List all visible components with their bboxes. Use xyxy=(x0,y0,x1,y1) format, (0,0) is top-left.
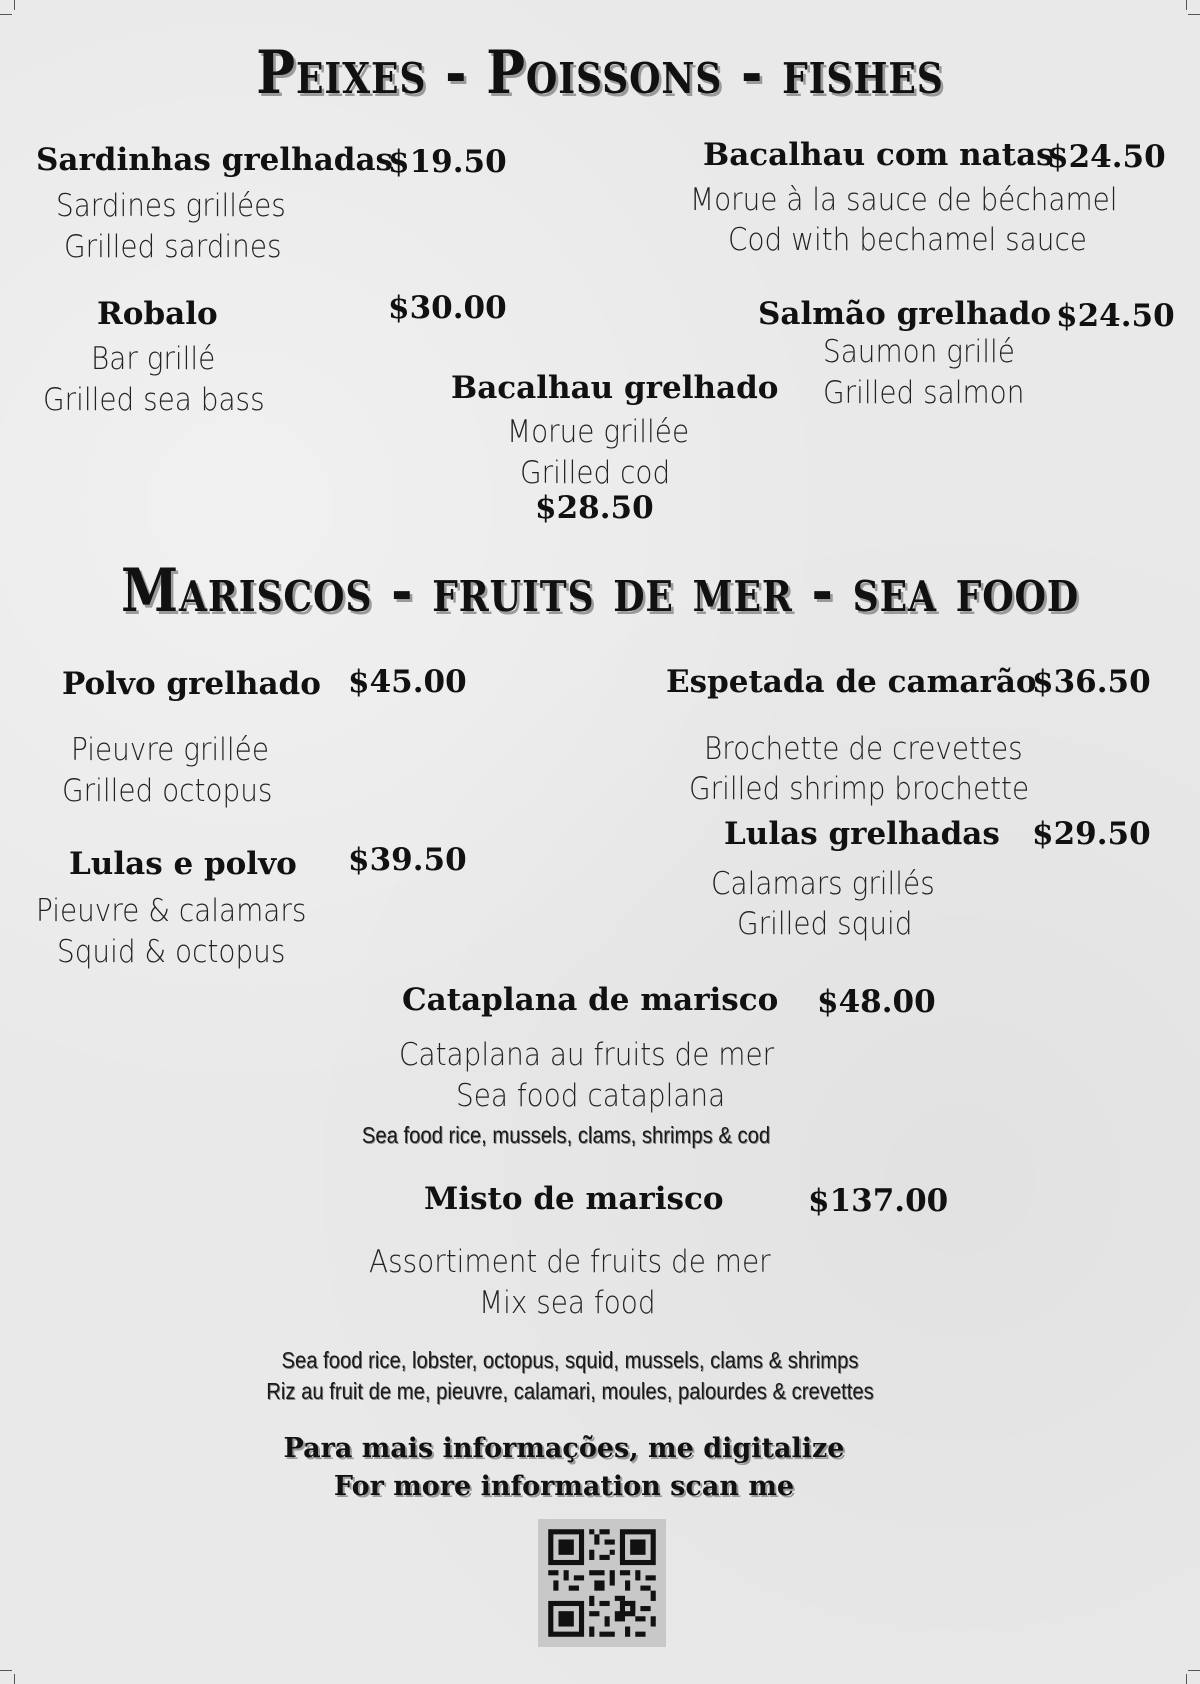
item-desc-en: Squid & octopus xyxy=(57,934,286,970)
item-name: Robalo xyxy=(97,296,218,332)
item-price: $28.50 xyxy=(535,490,654,526)
item-note: Riz au fruit de me, pieuvre, calamari, moules, palourdes & crevettes xyxy=(266,1378,874,1404)
item-name: Polvo grelhado xyxy=(62,666,321,702)
crop-mark xyxy=(1188,14,1200,15)
item-price: $19.50 xyxy=(388,144,507,180)
item-desc-fr: Pieuvre grillée xyxy=(71,732,270,768)
item-name: Salmão grelhado xyxy=(758,296,1052,332)
item-desc-en: Grilled squid xyxy=(737,906,913,942)
section-title-seafood: Mariscos - fruits de mer - sea food xyxy=(120,556,1080,626)
item-price: $30.00 xyxy=(388,290,507,326)
item-desc-en: Grilled sardines xyxy=(64,229,282,265)
crop-mark xyxy=(0,1670,12,1671)
item-desc-en: Grilled sea bass xyxy=(43,382,265,418)
item-desc-fr: Brochette de crevettes xyxy=(704,731,1023,767)
item-price: $137.00 xyxy=(808,1183,949,1219)
item-desc-en: Grilled cod xyxy=(520,455,671,491)
item-desc-fr: Calamars grillés xyxy=(711,866,935,902)
item-name: Lulas grelhadas xyxy=(724,816,1000,852)
item-desc-en: Grilled octopus xyxy=(62,773,273,809)
item-name: Misto de marisco xyxy=(424,1181,724,1217)
item-price: $45.00 xyxy=(348,664,467,700)
item-desc-fr: Pieuvre & calamars xyxy=(36,893,307,929)
item-desc-fr: Sardines grillées xyxy=(56,188,286,224)
item-name: Bacalhau grelhado xyxy=(451,370,779,406)
qr-code-icon[interactable] xyxy=(538,1519,666,1647)
item-desc-en: Sea food cataplana xyxy=(456,1078,726,1114)
item-price: $24.50 xyxy=(1056,298,1175,334)
item-desc-en: Mix sea food xyxy=(479,1285,656,1321)
item-desc-fr: Morue à la sauce de béchamel xyxy=(690,182,1118,218)
crop-mark xyxy=(1186,1674,1187,1684)
crop-mark xyxy=(1186,0,1187,10)
section-title-fish: Peixes - Poissons - fishes xyxy=(256,38,944,108)
crop-mark xyxy=(0,14,12,15)
cta-portuguese: Para mais informações, me digitalize xyxy=(283,1433,845,1464)
item-desc-fr: Saumon grillé xyxy=(823,334,1015,370)
item-desc-fr: Cataplana au fruits de mer xyxy=(399,1037,775,1073)
crop-mark xyxy=(14,0,15,10)
item-price: $39.50 xyxy=(348,842,467,878)
item-name: Lulas e polvo xyxy=(69,846,297,882)
item-price: $36.50 xyxy=(1032,664,1151,700)
item-note: Sea food rice, mussels, clams, shrimps & cod xyxy=(361,1122,771,1148)
item-desc-fr: Morue grillée xyxy=(507,414,690,450)
item-desc-en: Cod with bechamel sauce xyxy=(728,222,1087,258)
item-note: Sea food rice, lobster, octopus, squid, mussels, clams & shrimps xyxy=(281,1347,859,1373)
item-desc-fr: Bar grillé xyxy=(91,341,216,377)
item-name: Espetada de camarão xyxy=(666,664,1037,700)
item-name: Sardinhas grelhadas xyxy=(36,142,394,178)
item-price: $48.00 xyxy=(817,984,936,1020)
item-desc-fr: Assortiment de fruits de mer xyxy=(369,1244,771,1280)
item-name: Bacalhau com natas xyxy=(703,137,1054,173)
item-price: $29.50 xyxy=(1032,816,1151,852)
item-desc-en: Grilled salmon xyxy=(823,375,1025,411)
crop-mark xyxy=(1188,1670,1200,1671)
item-desc-en: Grilled shrimp brochette xyxy=(689,771,1030,807)
item-price: $24.50 xyxy=(1047,139,1166,175)
item-name: Cataplana de marisco xyxy=(402,982,779,1018)
crop-mark xyxy=(14,1674,15,1684)
cta-english: For more information scan me xyxy=(333,1471,795,1502)
